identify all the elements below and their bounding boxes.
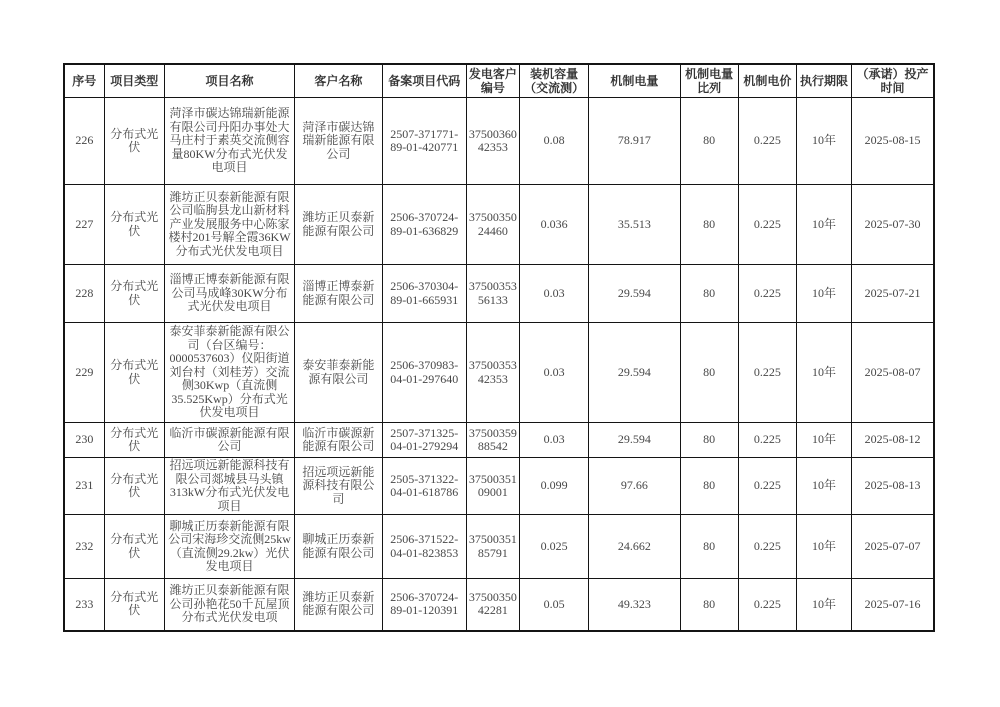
cell-mechanism-energy: 24.662 [589,515,680,579]
cell-project-type: 分布式光伏 [104,265,164,323]
cell-serial: 232 [64,515,104,579]
cell-mechanism-price: 0.225 [738,515,796,579]
table-row [64,579,934,631]
cell-execution-term: 10年 [796,185,851,265]
cell-commission-date: 2025-08-07 [852,323,934,423]
cell-commission-date: 2025-07-16 [852,579,934,631]
cell-installed-capacity: 0.08 [520,98,589,185]
cell-customer-number: 3750035356133 [466,265,519,323]
cell-customer-name: 临沂市碳源新能源有限公司 [295,423,382,458]
cell-mechanism-price: 0.225 [738,98,796,185]
cell-project-type: 分布式光伏 [104,98,164,185]
cell-execution-term: 10年 [796,458,851,515]
cell-record-code: 2505-371322-04-01-618786 [382,458,466,515]
cell-project-name: 潍坊正贝泰新能源有限公司孙艳花50千瓦屋顶分布式光伏发电项 [164,579,294,631]
cell-mechanism-energy: 97.66 [589,458,680,515]
cell-mechanism-price: 0.225 [738,458,796,515]
cell-serial: 230 [64,423,104,458]
cell-project-name: 菏泽市碳达锦瑞新能源有限公司丹阳办事处大马庄村于素英交流侧容量80KW分布式光伏发电项目 [164,98,294,185]
cell-installed-capacity: 0.05 [520,579,589,631]
cell-record-code: 2506-370724-89-01-636829 [382,185,466,265]
header-mechanism-energy: 机制电量 [589,64,680,98]
cell-mechanism-energy: 35.513 [589,185,680,265]
cell-project-type: 分布式光伏 [104,185,164,265]
cell-execution-term: 10年 [796,579,851,631]
cell-commission-date: 2025-07-30 [852,185,934,265]
cell-mechanism-price: 0.225 [738,423,796,458]
cell-mechanism-energy-ratio: 80 [680,423,738,458]
cell-project-type: 分布式光伏 [104,458,164,515]
cell-customer-name: 潍坊正贝泰新能源有限公司 [295,579,382,631]
cell-customer-name: 泰安菲泰新能源有限公司 [295,323,382,423]
cell-serial: 233 [64,579,104,631]
cell-mechanism-energy-ratio: 80 [680,98,738,185]
header-commission-date: （承诺）投产时间 [852,64,934,98]
cell-installed-capacity: 0.03 [520,323,589,423]
cell-customer-name: 聊城正历泰新能源有限公司 [295,515,382,579]
cell-serial: 227 [64,185,104,265]
projects-table [63,63,935,632]
cell-execution-term: 10年 [796,98,851,185]
table-row [64,265,934,323]
cell-record-code: 2506-371522-04-01-823853 [382,515,466,579]
cell-project-name: 泰安菲泰新能源有限公司（台区编号：0000537603）仪阳街道刘台村（刘桂芳）交流侧30Kwp（直流侧35.525Kwp）分布式光伏发电项目 [164,323,294,423]
cell-commission-date: 2025-07-07 [852,515,934,579]
cell-execution-term: 10年 [796,515,851,579]
table-row [64,423,934,458]
cell-commission-date: 2025-08-13 [852,458,934,515]
header-installed-capacity: 装机容量（交流测） [520,64,589,98]
cell-mechanism-energy: 49.323 [589,579,680,631]
cell-record-code: 2506-370724-89-01-120391 [382,579,466,631]
cell-customer-name: 菏泽市碳达锦瑞新能源有限公司 [295,98,382,185]
cell-project-type: 分布式光伏 [104,423,164,458]
cell-customer-name: 潍坊正贝泰新能源有限公司 [295,185,382,265]
header-mechanism-energy-ratio: 机制电量比列 [680,64,738,98]
cell-project-name: 聊城正历泰新能源有限公司宋海珍交流侧25kw（直流侧29.2kw）光伏发电项目 [164,515,294,579]
cell-serial: 226 [64,98,104,185]
header-row [64,64,934,98]
cell-serial: 229 [64,323,104,423]
table-row [64,98,934,185]
cell-mechanism-energy: 29.594 [589,265,680,323]
cell-project-type: 分布式光伏 [104,579,164,631]
table-row [64,515,934,579]
cell-customer-number: 3750035042281 [466,579,519,631]
table-row [64,185,934,265]
cell-mechanism-energy-ratio: 80 [680,185,738,265]
cell-mechanism-energy-ratio: 80 [680,458,738,515]
table-row [64,458,934,515]
cell-record-code: 2506-370304-89-01-665931 [382,265,466,323]
cell-mechanism-energy-ratio: 80 [680,323,738,423]
cell-mechanism-price: 0.225 [738,323,796,423]
cell-installed-capacity: 0.03 [520,265,589,323]
cell-customer-number: 3750035342353 [466,323,519,423]
cell-mechanism-price: 0.225 [738,185,796,265]
cell-serial: 231 [64,458,104,515]
cell-commission-date: 2025-08-15 [852,98,934,185]
cell-project-type: 分布式光伏 [104,515,164,579]
cell-execution-term: 10年 [796,323,851,423]
cell-execution-term: 10年 [796,265,851,323]
cell-customer-number: 3750035024460 [466,185,519,265]
header-customer-name: 客户名称 [295,64,382,98]
cell-customer-name: 淄博正博泰新能源有限公司 [295,265,382,323]
cell-customer-number: 3750036042353 [466,98,519,185]
cell-project-name: 招远项远新能源科技有限公司郯城县马头镇313kW分布式光伏发电项目 [164,458,294,515]
header-serial: 序号 [64,64,104,98]
table-row [64,323,934,423]
header-mechanism-price: 机制电价 [738,64,796,98]
cell-customer-number: 3750035988542 [466,423,519,458]
cell-record-code: 2507-371325-04-01-279294 [382,423,466,458]
cell-mechanism-energy: 29.594 [589,423,680,458]
cell-installed-capacity: 0.025 [520,515,589,579]
cell-mechanism-price: 0.225 [738,265,796,323]
cell-customer-name: 招远项远新能源科技有限公司 [295,458,382,515]
cell-project-name: 临沂市碳源新能源有限公司 [164,423,294,458]
header-execution-term: 执行期限 [796,64,851,98]
header-record-code: 备案项目代码 [382,64,466,98]
cell-mechanism-energy: 78.917 [589,98,680,185]
cell-project-name: 淄博正博泰新能源有限公司马成峰30KW分布式光伏发电项目 [164,265,294,323]
cell-record-code: 2507-371771-89-01-420771 [382,98,466,185]
cell-commission-date: 2025-07-21 [852,265,934,323]
cell-mechanism-energy-ratio: 80 [680,579,738,631]
cell-installed-capacity: 0.099 [520,458,589,515]
cell-record-code: 2506-370983-04-01-297640 [382,323,466,423]
cell-commission-date: 2025-08-12 [852,423,934,458]
cell-project-type: 分布式光伏 [104,323,164,423]
cell-serial: 228 [64,265,104,323]
cell-execution-term: 10年 [796,423,851,458]
cell-project-name: 潍坊正贝泰新能源有限公司临朐县龙山新材料产业发展服务中心陈家楼村201号解全霞36KW分布式光伏发电项目 [164,185,294,265]
cell-mechanism-energy-ratio: 80 [680,515,738,579]
cell-mechanism-price: 0.225 [738,579,796,631]
cell-installed-capacity: 0.03 [520,423,589,458]
cell-mechanism-energy-ratio: 80 [680,265,738,323]
header-project-name: 项目名称 [164,64,294,98]
cell-customer-number: 3750035109001 [466,458,519,515]
cell-customer-number: 3750035185791 [466,515,519,579]
cell-installed-capacity: 0.036 [520,185,589,265]
header-project-type: 项目类型 [104,64,164,98]
cell-mechanism-energy: 29.594 [589,323,680,423]
header-customer-number: 发电客户编号 [466,64,519,98]
